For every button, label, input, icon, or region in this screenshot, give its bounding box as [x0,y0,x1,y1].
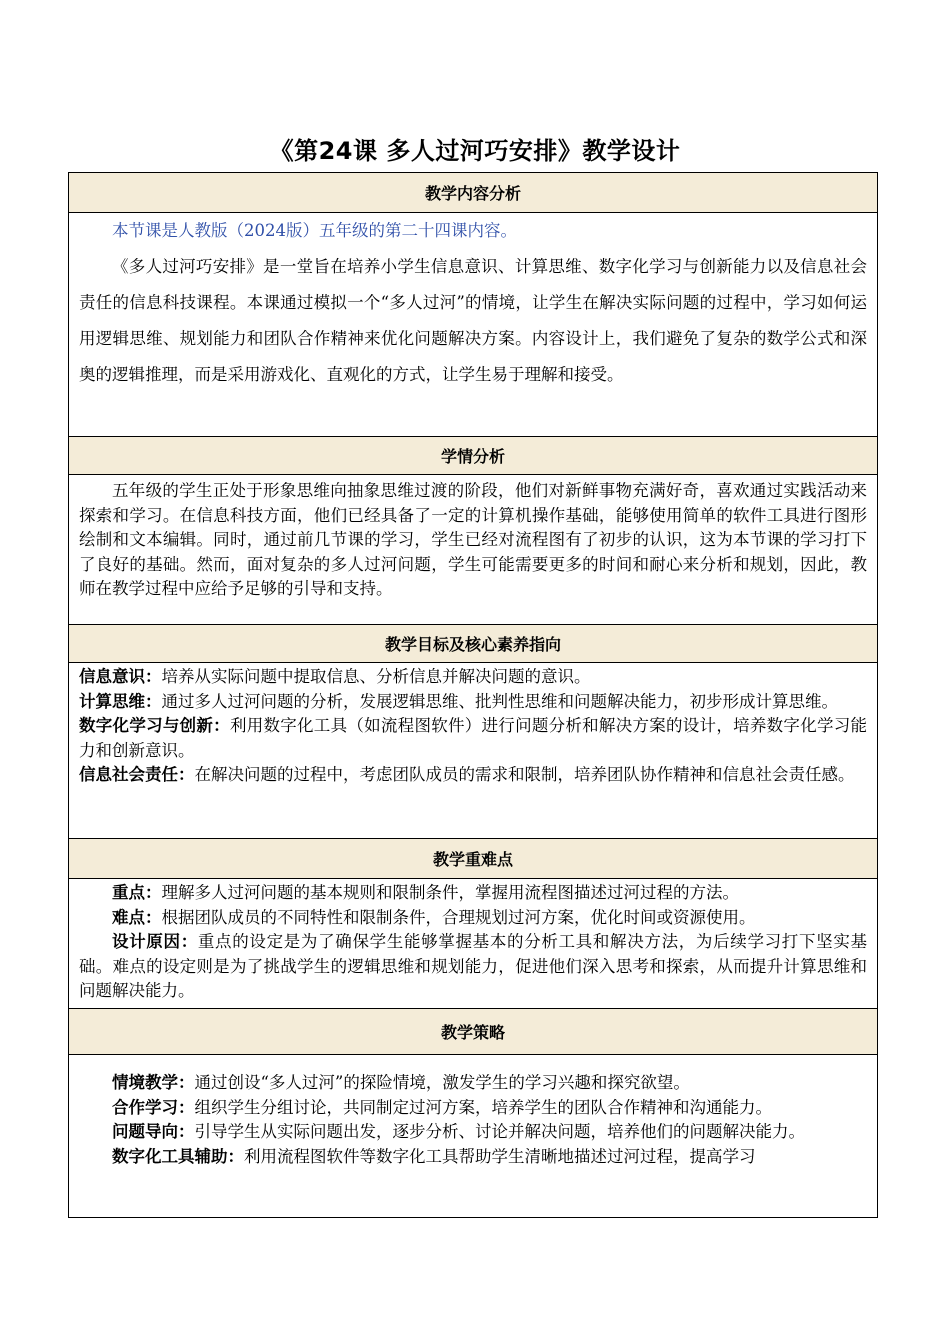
objective-item [79,714,867,763]
section-heading: 教学目标及核心素养指向 [69,625,878,663]
objective-item [79,763,867,788]
item-label: 信息意识： [79,667,162,686]
section-heading: 教学重难点 [69,839,878,879]
item-text: 通过多人过河问题的分析，发展逻辑思维、批判性思维和问题解决能力，初步形成计算思维。 [161,691,838,711]
item-text: 在解决问题的过程中，考虑团队成员的需求和限制，培养团队协作精神和信息社会责任感。 [194,765,855,784]
strategy-item [79,1096,867,1121]
key-point-item [79,881,867,906]
strategy-item [79,1071,867,1096]
item-text: 组织学生分组讨论，共同制定过河方案，培养学生的团队合作精神和沟通能力。 [194,1097,772,1117]
item-text: 培养从实际问题中提取信息、分析信息并解决问题的意识。 [161,667,591,686]
strategy-item [79,1120,867,1145]
item-text: 利用数字化工具（如流程图软件）进行问题分析和解决方案的设计，培养数字化学习能力和创新意识。 [79,716,868,760]
section-heading: 教学内容分析 [69,173,878,213]
item-label: 难点： [112,907,162,927]
item-text: 根据团队成员的不同特性和限制条件，合理规划过河方案，优化时间或资源使用。 [161,907,756,927]
item-label: 情境教学： [112,1073,195,1092]
paragraph: 《多人过河巧安排》是一堂旨在培养小学生信息意识、计算思维、数字化学习与创新能力以及信息社会责任的信息科技课程。本课通过模拟一个“多人过河”的情境，让学生在解决实际问题的过程中，学习如何运用逻辑思维、规划能力和团队合作精神来优化问题解决方案。内容设计上，我们避免了复杂的数学公式和深奥的逻辑推理，而是采用游戏化、直观化的方式，让学生易于理解和接受。 [79,257,867,384]
key-point-item [79,906,867,931]
lesson-design-table [68,172,878,1218]
item-text: 重点的设定是为了确保学生能够掌握基本的分析工具和解决方法，为后续学习打下坚实基础。难点的设定则是为了挑战学生的逻辑思维和规划能力，促进他们深入思考和探索，从而提升计算思维和问题解决能力。 [79,932,868,1000]
key-point-item [79,930,867,1004]
section-heading: 教学策略 [69,1009,878,1055]
section-heading: 学情分析 [69,437,878,475]
paragraph: 本节课是人教版（2024版）五年级的第二十四课内容。 [112,221,517,240]
section-header-strategy [69,1009,878,1055]
item-label: 计算思维： [79,691,162,711]
objective-item [79,665,867,690]
objective-item [79,690,867,715]
paragraph: 五年级的学生正处于形象思维向抽象思维过渡的阶段，他们对新鲜事物充满好奇，喜欢通过实践活动来探索和学习。在信息科技方面，他们已经具备了一定的计算机操作基础，能够使用简单的软件工具进行图形绘制和文本编辑。同时，通过前几节课的学习，学生已经对流程图有了初步的认识，这为本节课的学习打下了良好的基础。然而，面对复杂的多人过河问题，学生可能需要更多的时间和耐心来分析和规划，因此，教师在教学过程中应给予足够的引导和支持。 [79,481,867,598]
section-header-key-points [69,839,878,879]
section-body-key-points [69,879,878,1009]
page-title: 《第24课 多人过河巧安排》教学设计 [269,137,681,165]
section-header-learner-analysis [69,437,878,475]
item-label: 合作学习： [112,1097,195,1117]
section-header-objectives [69,625,878,663]
item-label: 信息社会责任： [79,765,195,784]
item-label: 数字化工具辅助： [112,1146,244,1166]
item-text: 理解多人过河问题的基本规则和限制条件，掌握用流程图描述过河过程的方法。 [161,883,739,902]
item-text: 引导学生从实际问题出发，逐步分析、讨论并解决问题，培养他们的问题解决能力。 [194,1122,805,1141]
item-label: 问题导向： [112,1122,195,1141]
item-label: 设计原因： [112,932,198,951]
item-label: 数字化学习与创新： [79,716,230,735]
section-body-objectives [69,663,878,839]
section-body-learner-analysis [69,475,878,625]
strategy-item [79,1145,867,1170]
section-body-strategy [69,1055,878,1218]
item-text: 利用流程图软件等数字化工具帮助学生清晰地描述过河过程，提高学习 [244,1146,756,1166]
item-text: 通过创设“多人过河”的探险情境，激发学生的学习兴趣和探究欲望。 [194,1073,690,1092]
section-body-content-analysis [69,213,878,437]
item-label: 重点： [112,883,162,902]
section-header-content-analysis [69,173,878,213]
